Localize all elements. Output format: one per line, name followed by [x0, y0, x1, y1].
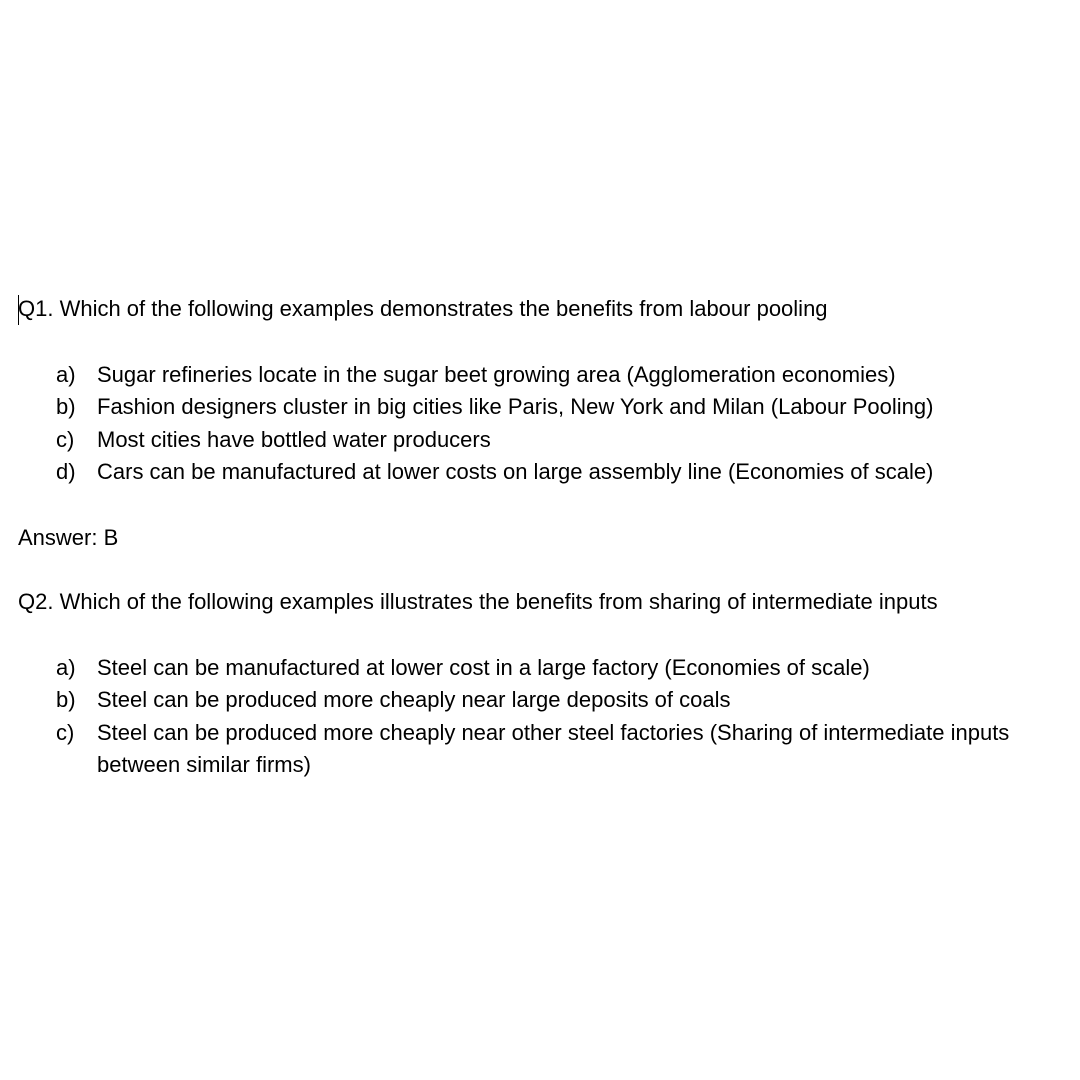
option-letter: b) [56, 687, 76, 712]
option-text: Sugar refineries locate in the sugar beet growing area (Agglomeration economies) [97, 361, 896, 387]
q1-answer: Answer: B [18, 524, 119, 550]
document-body [18, 293, 1058, 782]
q2-prompt: Q2. Which of the following examples illustrates the benefits from sharing of intermediate inputs [18, 589, 938, 614]
q1-option-a [18, 359, 1058, 392]
q1-option-c [18, 424, 1058, 457]
option-letter: c) [56, 426, 75, 452]
option-letter: d) [56, 459, 76, 484]
option-text: Steel can be produced more cheaply near large deposits of coals [97, 687, 731, 712]
q1-options [18, 359, 1058, 489]
q2-option-c [18, 717, 1037, 782]
option-text: Steel can be produced more cheaply near other steel factories (Sharing of intermediate inputs between similar firms) [97, 719, 1010, 777]
q1-prompt: Q1. Which of the following examples demonstrates the benefits from labour pooling [18, 296, 828, 321]
option-text: Steel can be manufactured at lower cost in a large factory (Economies of scale) [97, 654, 870, 680]
option-letter: a) [56, 361, 76, 387]
q1-option-d [18, 456, 1058, 489]
q1-option-b [18, 391, 1058, 424]
option-text: Fashion designers cluster in big cities like Paris, New York and Milan (Labour Pooling) [97, 394, 934, 419]
q2-option-a [18, 652, 1058, 685]
option-text: Most cities have bottled water producers [97, 426, 491, 452]
option-letter: b) [56, 394, 76, 419]
q2-options [18, 652, 1058, 782]
option-letter: c) [56, 719, 75, 745]
q2-option-b [18, 684, 1058, 717]
option-letter: a) [56, 654, 76, 680]
option-text: Cars can be manufactured at lower costs on large assembly line (Economies of scale) [97, 459, 934, 484]
